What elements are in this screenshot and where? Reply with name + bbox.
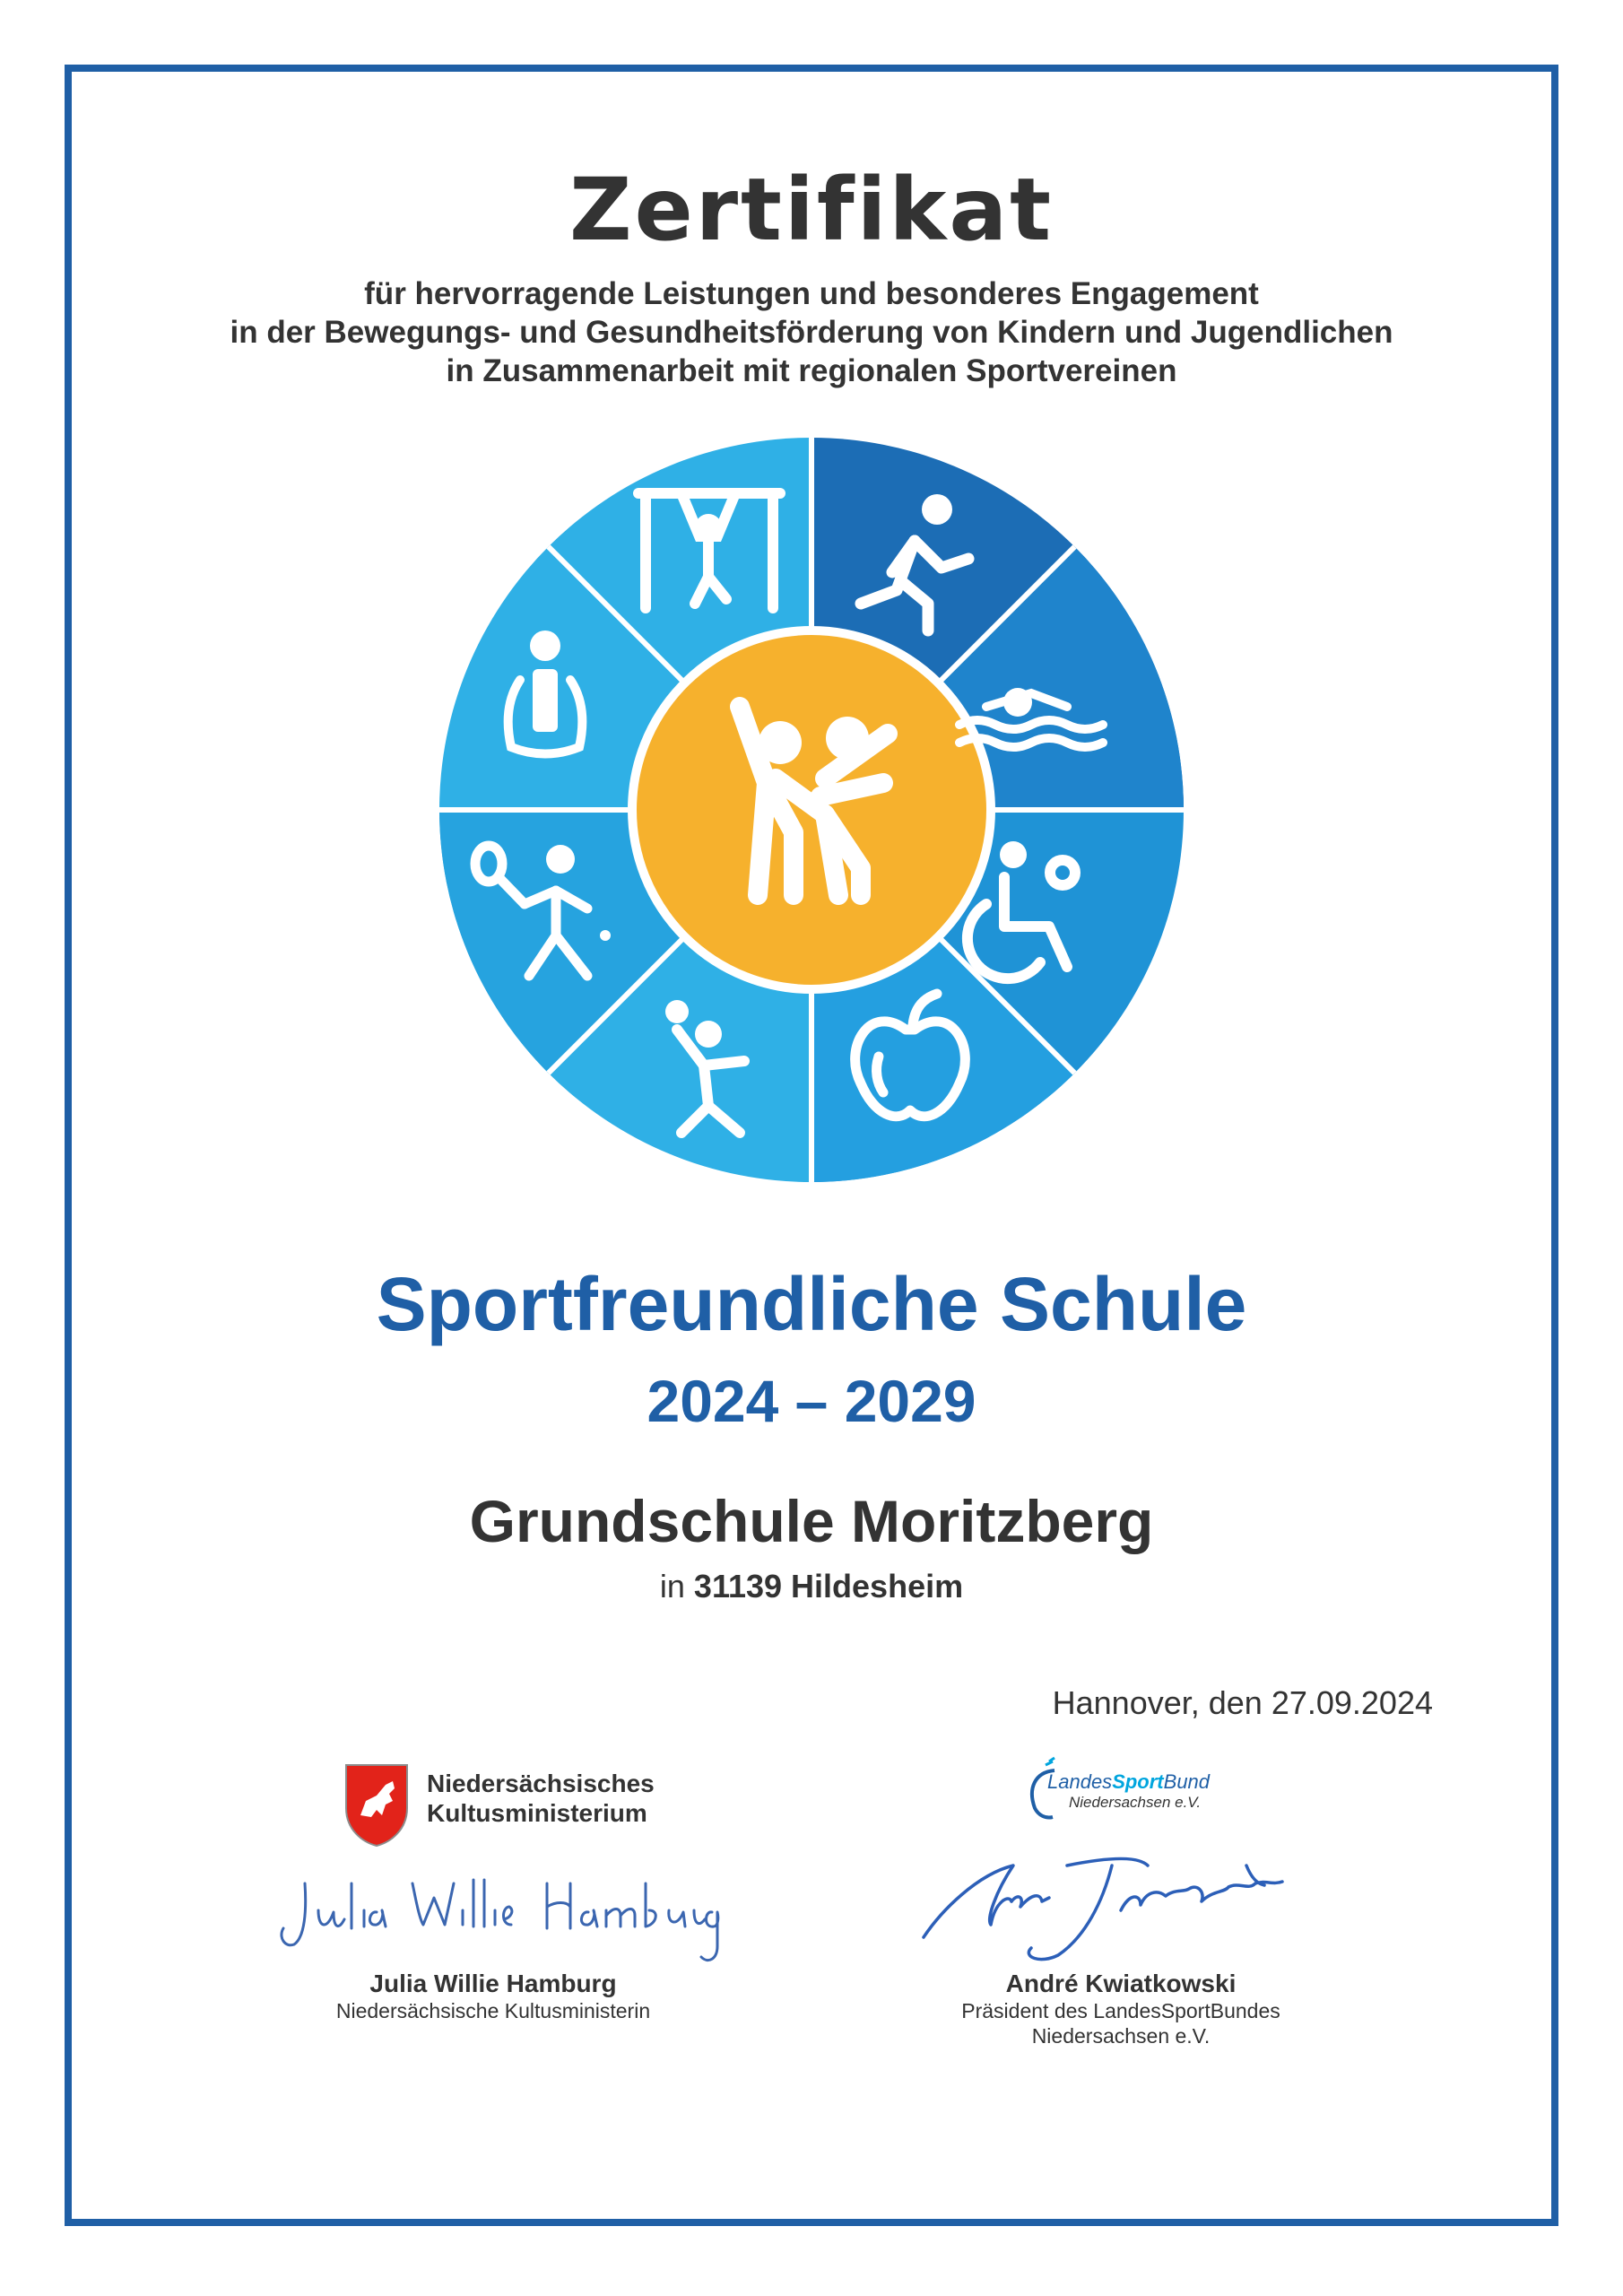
school-name: Grundschule Moritzberg bbox=[469, 1488, 1154, 1554]
subtitle-line-2: in der Bewegungs- und Gesundheitsförderung von Kindern und Jugendlichen bbox=[230, 315, 1393, 350]
certificate-title: Zertifikat bbox=[568, 160, 1055, 260]
ministry-line-2: Kultusministerium bbox=[427, 1799, 647, 1827]
lsb-name bbox=[1047, 1770, 1210, 1794]
signatory-left bbox=[314, 1970, 673, 2023]
school-location bbox=[0, 1568, 1623, 1605]
date-line: Hannover, den 27.09.2024 bbox=[1052, 1684, 1433, 1721]
sport-wheel-logo bbox=[439, 438, 1184, 1182]
signatory-right bbox=[942, 1970, 1300, 2048]
ministry-name bbox=[427, 1769, 655, 1828]
lsb-name-part2: Sport bbox=[1112, 1770, 1164, 1793]
lsb-region: Niedersachsen e.V. bbox=[1069, 1794, 1202, 1811]
signature-andre-kwiatkowski bbox=[906, 1839, 1336, 1973]
signatory-right-role-2: Niedersachsen e.V. bbox=[1031, 2024, 1211, 2048]
award-period: 2024 – 2029 bbox=[647, 1368, 976, 1434]
subtitle-line-3: in Zusammenarbeit mit regionalen Sportvereinen bbox=[446, 353, 1177, 388]
ministry-line-1: Niedersächsisches bbox=[427, 1770, 655, 1797]
signatory-left-role: Niedersächsische Kultusministerin bbox=[335, 1999, 651, 2022]
signatory-right-role-1: Präsident des LandesSportBundes bbox=[961, 1999, 1280, 2022]
certificate-subtitle bbox=[0, 274, 1623, 390]
subtitle-line-1: für hervorragende Leistungen und besonderes Engagement bbox=[364, 276, 1259, 311]
landessportbund-logo bbox=[1022, 1752, 1255, 1833]
signatory-left-name: Julia Willie Hamburg bbox=[369, 1970, 617, 1997]
lower-saxony-horse-icon bbox=[341, 1761, 412, 1848]
signatory-right-name: André Kwiatkowski bbox=[1005, 1970, 1237, 1997]
signature-julia-willie-hamburg bbox=[269, 1848, 735, 1973]
lsb-name-part1: Landes bbox=[1047, 1770, 1113, 1793]
location-city: 31139 Hildesheim bbox=[693, 1568, 964, 1605]
lsb-name-part3: Bund bbox=[1163, 1770, 1211, 1793]
award-title: Sportfreundliche Schule bbox=[376, 1262, 1247, 1346]
ministry-logo bbox=[341, 1761, 717, 1851]
location-prefix: in bbox=[659, 1568, 685, 1605]
